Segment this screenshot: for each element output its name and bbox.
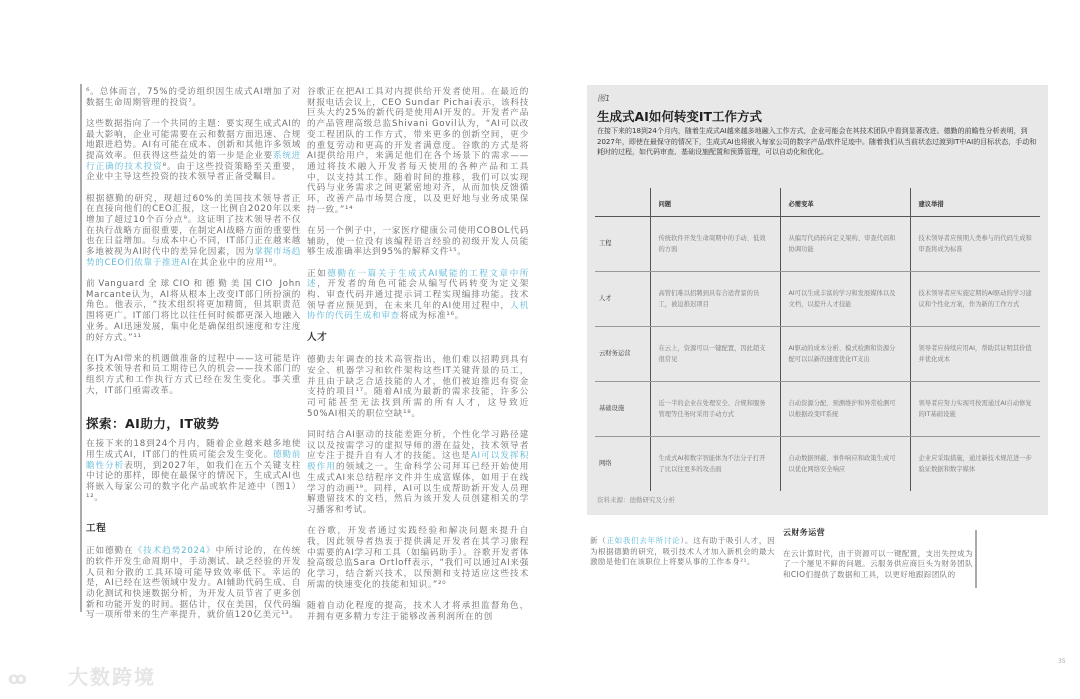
- column-rule: [975, 530, 977, 588]
- text-run: 在云计算时代，由于资源可以一键配置，支出失控成为了一个屡见不鲜的问题。云服务供应商巨头为财务团队和CIO们提供了数据和工具，以更好地跟踪团队的: [783, 548, 973, 579]
- figure-label: 图1: [597, 94, 611, 103]
- paragraph: [307, 355, 529, 419]
- action-cell: 领导者应努力实现可按需通过AI自动修复的IT基础设施: [910, 381, 1040, 436]
- inline-link[interactable]: AI可以发挥积极作用: [307, 451, 529, 473]
- inline-link[interactable]: 系统进行正确的技术投资: [86, 151, 301, 172]
- middle-column: [307, 87, 529, 633]
- inline-link[interactable]: 正如我们去年所讨论: [606, 536, 681, 545]
- inline-link[interactable]: 德勤前瞻性分析: [86, 449, 301, 471]
- action-cell: 领导者应持续应用AI，帮助其证明其价值并优化成本: [910, 326, 1040, 381]
- action-cell: 企业应采取措施，通过新技术规范进一步验证数据和数字媒体: [910, 436, 1040, 491]
- paragraph: [86, 439, 301, 503]
- watermark: [8, 661, 156, 690]
- row-label: 基础设施: [595, 381, 650, 436]
- change-cell: AI可以生成丰富的学习和发展媒体以及文档，以提升人才技能: [780, 271, 910, 326]
- text-run: 前Vanguard全球CIO和德勤美国CIO John Marcante认为，AI将从根本上改变IT部门所扮演的角色。他表示，“技术组织将更加精简，但其职责范围将更广。IT部门将比以往任何时候都更深入地融入业务。AI迅速发展，集中化是确保组织速度和专注度的好方式。”¹¹: [86, 279, 301, 343]
- inline-link[interactable]: 人机协作的代码生成和审查: [307, 300, 529, 322]
- text-run: ）。这有助于吸引人才，因为根据德勤的研究，吸引技术人才加入新机会的最大激励是他们在该职位上将要从事的工作本身²¹。: [590, 536, 775, 566]
- figure-description: 在接下来的18到24个月内，随着生成式AI越来越多地融入工作方式，企业可能会在其技术团队中看到显著改进。德勤的前瞻性分析表明，到2027年，即使在最保守的情况下，生成式AI也将嵌入每家公司的数字产品/软件足迹中。随着我们从当前状态过渡到IT中AI的目标状态，手动和耗时的过程，如代码审查、基础设施配置和预算管理，可以自动化和优化。: [597, 127, 1037, 156]
- change-cell: AI驱动的成本分析、模式检测和资源分配可以以新的速度优化IT支出: [780, 326, 910, 381]
- sub-heading-engineering: 工程: [86, 522, 107, 534]
- text-run: 同时结合AI驱动的技能差距分析，个性化学习路径建议以及按需学习的虚拟导师的潜在益处，技术领导者应专注于提升自有人才的技能。这也是: [307, 429, 529, 462]
- text-run: 中所讨论的，在传统的软件开发生命周期中，手动测试、缺乏经验的开发人员和分散的工具环境可能导致效率低下。幸运的是，AI已经在这些领域中发力。AI辅助代码生成、自动化测试和快速数据分析，为开发人员节省了更多创新和功能开发的时间。据估计，仅在美国，仅代码编写一项所带来的生产率提升，就价值120亿美元¹³。: [86, 546, 301, 621]
- paragraph: [783, 549, 973, 581]
- paragraph: [307, 226, 529, 258]
- paragraph: [86, 194, 301, 269]
- bottom-right-text: [783, 528, 973, 591]
- paragraph: [307, 87, 529, 215]
- paragraph: [86, 119, 301, 183]
- text-run: 正如德勤在: [86, 546, 134, 557]
- table-header-row: [595, 188, 1040, 216]
- problem-cell: 传统软件开发生命周期中的手动、低效的方面: [650, 216, 780, 271]
- problem-cell: 在云上，资源可以一键配置，因此超支很常见: [650, 326, 780, 381]
- section-heading: 探索：AI助力，IT破势: [86, 415, 220, 431]
- paragraph: [307, 601, 529, 622]
- action-cell: 技术领导者应预期人类参与的代码生成和审查将成为标准: [910, 216, 1040, 271]
- figure-1: [587, 85, 1048, 515]
- change-cell: 从编写代码转向定义架构、审查代码和协调功能: [780, 216, 910, 271]
- text-run: 的领域之一。生命科学公司拜耳已经开始使用生成式AI来总结程序文件并生成富媒体，如用于在线学习的动画¹⁹。同样，AI可以生成帮助新开发人员理解遗留技术的文档，然后为该开发人员创建相关的学习播客和考试。: [307, 462, 529, 515]
- text-run: 在接下来的18到24个月内，随着企业越来越多地使用生成式AI，IT部门的性质可能会发生变化。: [86, 439, 301, 460]
- paragraph: [590, 536, 775, 568]
- figure-source: 资料来源：德勤研究及分析: [597, 496, 675, 504]
- row-label: 网络: [599, 460, 612, 468]
- watermark-logo-icon: ꝏ: [8, 669, 27, 689]
- text-run: 谷歌正在把AI工具对内提供给开发者使用。在最近的财报电话会议上，CEO Sundar Pichai表示，该科技巨头大约25%的新代码是使用AI开发的。开发者产品的产品管理高级总监Shivani Govil认为，“AI可以改变工程团队的工作方式，带来更多的创新空间，更少的重复劳动和更高的开发者满意度。谷歌的方式是将AI提供给用户，来满足他们在各个场景下的需求——通过将技术融入开发者每天使用的各种产品和工具中，以支持其工作。随着时间的推移，我们可以实现代码与业务需求之间更紧密地对齐，从而加快反馈循环，改善产品市场契合度，以及更好地与业务成果保持一致。”¹⁴: [307, 87, 529, 215]
- header-problem: 问题: [650, 188, 780, 216]
- problem-cell: 生成式AI和数字智能体为不法分子打开了比以往更多的攻击面: [650, 436, 780, 491]
- text-run: 这些数据指向了一个共同的主题：要实现生成式AI的最大影响，企业可能需要在云和数据方面迅速、合规地跟进趋势。AI有可能在成本、创新和其他许多领域提高效率。但获得这些益处的第一步是企业要: [86, 118, 301, 162]
- text-run: 在另一个例子中，一家医疗健康公司使用COBOL代码辅助，使一位没有该编程语言经验的初级开发人员能够生成准确率达到95%的解释文件¹⁵。: [307, 225, 529, 258]
- row-label: 云财务运营: [595, 326, 650, 381]
- table-row: [595, 326, 1040, 381]
- change-cell: 自动资源分配、预测维护和异常检测可以根据改变IT系统: [780, 381, 910, 436]
- row-label: 人才: [595, 271, 650, 326]
- text-run: 在其企业中的应用¹⁰。: [190, 257, 283, 268]
- left-column: [86, 87, 301, 632]
- text-run: ，开发者的角色可能会从编写代码转变为定义架构、审查代码并通过提示词工程实现编排功能。技术领导者应预见到，在未来几年的AI使用过程中，: [307, 279, 530, 311]
- paragraph: [86, 354, 301, 397]
- table-row: [595, 436, 1040, 491]
- text-run: 在谷歌，开发者通过实践经验和解决问题来提升自我，因此领导者热衷于提供满足开发者在其学习旅程中需要的AI学习和工具（如编码助手）。谷歌开发者体验高级总监Sara Ortloff表示，“我们可以通过AI来强化学习，结合新兴技术，以预测和支持适应这些技术所需的快速变化的技能和知识。”²⁰: [307, 526, 529, 590]
- text-run: ⁸。由于这些投资策略至关重要，企业中主导这些投资的技术领导者正备受瞩目。: [86, 161, 301, 183]
- text-run: ⁶。总体而言，75%的受访组织因生成式AI增加了对数据生命周期管理的投资⁷。: [86, 87, 301, 108]
- paragraph: [307, 269, 529, 323]
- paragraph: [307, 430, 529, 516]
- page-number: 35: [1058, 658, 1066, 665]
- paragraph: [86, 279, 301, 343]
- column-rule: [80, 84, 82, 612]
- figure-table: [595, 188, 1040, 491]
- inline-link[interactable]: 《技术趋势2024》: [133, 546, 216, 557]
- paragraph: [86, 546, 301, 621]
- action-cell: 技术领导者应实施定期的AI驱动的学习建议和个性化方案，作为新的工作方式: [910, 271, 1040, 326]
- sub-heading-cloud-finops: 云财务运营: [783, 528, 825, 537]
- change-cell: 自动数据屏蔽、事件响应和政策生成可以优化网络安全响应: [780, 436, 910, 491]
- paragraph: [307, 526, 529, 590]
- header-required-change: 必需变革: [780, 188, 910, 216]
- table-row: [595, 271, 1040, 326]
- figure-title: 生成式AI如何转变IT工作方式: [597, 109, 763, 124]
- inline-link[interactable]: 掌握市场趋势的CEO们依靠于推进AI: [86, 247, 301, 268]
- watermark-text: 大数跨境: [68, 665, 156, 689]
- text-run: 将成为标准¹⁶。: [399, 311, 465, 322]
- table-row: [595, 381, 1040, 436]
- problem-cell: 近一半的企业在处理安全、合规和服务管理等任务时采用手动方式: [650, 381, 780, 436]
- text-run: 德勤去年调查的技术高管指出，他们难以招聘到具有安全、机器学习和软件架构这些IT关键背景的员工，并且由于缺乏合适技能的人才，他们被迫推迟有资金支持的项目¹⁷。随着AI成为最新的需求技能，许多公司可能甚至无法找到所需的所有人才，这导致近50%AI相关的职位空缺¹⁸。: [307, 355, 529, 419]
- paragraph: [86, 87, 301, 108]
- sub-heading-talent: 人才: [307, 331, 328, 343]
- bottom-left-text: [590, 536, 775, 578]
- header-recommended-action: 建议举措: [910, 188, 1040, 216]
- text-run: 新（: [590, 536, 607, 545]
- inline-link[interactable]: 德勤在一篇关于生成式AI赋能的工程文章中所述: [307, 268, 529, 290]
- row-label: 工程: [595, 216, 650, 271]
- problem-cell: 高管们难以招聘到具有合适背景的员工，被迫推迟项目: [650, 271, 780, 326]
- text-run: 随着自动化程度的提高，技术人才将承担监督角色，并拥有更多精力专注于能够改善利润所在的创: [307, 600, 529, 622]
- text-run: 表明，到2027年，如我们在五个关键支柱中讨论的那样，即使在最保守的情况下，生成式AI也将嵌入每家公司的数字化产品或软件足迹中（图1）¹²。: [86, 460, 301, 503]
- text-run: 根据德勤的研究，现超过60%的美国技术领导者正在直接向他们的CEO汇报，这一比例自2020年以来增加了超过10个百分点⁹。这证明了技术领导者不仅在执行战略方面很重要，在制定AI战略方面的重要性也在日益增加。与成本中心不同，IT部门正在越来越多地被视为AI时代中的差异化因素，因为: [86, 193, 301, 258]
- side-running-header: [1059, 572, 1065, 642]
- table-row: [595, 216, 1040, 271]
- text-run: 在IT为AI带来的机遇做准备的过程中——这可能是许多技术领导者和员工期待已久的机会——技术部门的组织方式和工作执行方式已经在发生变化。事关重大，IT部门亟需改革。: [86, 353, 301, 396]
- text-run: 正如: [307, 268, 328, 279]
